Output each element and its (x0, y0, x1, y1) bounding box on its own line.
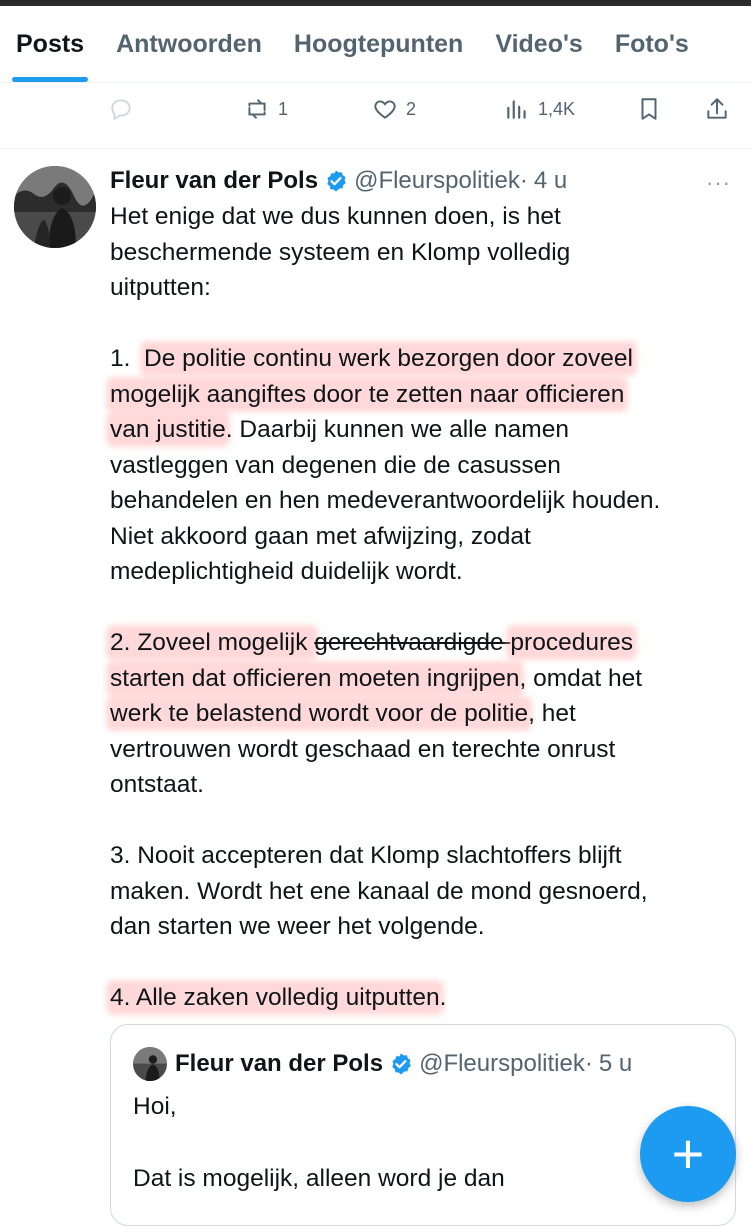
verified-badge-icon (324, 169, 348, 193)
text-line: maken. Wordt het ene kanaal de mond gesnoerd, (110, 877, 648, 905)
text-line: 4. Alle zaken volledig uitputten. (110, 984, 447, 1011)
view-count: 1,4K (538, 98, 576, 119)
text-line: van justitie. Daarbij kunnen we alle namen (110, 416, 569, 443)
share-icon (704, 96, 730, 122)
text-line: beschermende systeem en Klomp volledig (110, 238, 571, 266)
tab-videos[interactable]: Video's (495, 30, 583, 58)
quote-text-line: Hoi, (133, 1093, 177, 1120)
separator-dot: · (584, 1050, 593, 1077)
text-line: werk te belastend wordt voor de politie, het (110, 700, 576, 727)
tweet-text (110, 199, 740, 1016)
compose-button[interactable] (640, 1106, 736, 1202)
plus-icon: + (671, 1122, 705, 1185)
text-line: 1. De politie continu werk bezorgen door zoveel (110, 345, 633, 372)
avatar[interactable] (14, 166, 96, 248)
highlighted-text: werk te belastend wordt voor de politie (110, 700, 529, 727)
author-name[interactable]: Fleur van der Pols (110, 167, 319, 194)
tab-fotos[interactable]: Foto's (614, 30, 689, 58)
bookmark-button[interactable] (636, 96, 662, 122)
profile-tabs (0, 6, 751, 83)
text-line: vertrouwen wordt geschaad en terechte onrust (110, 735, 616, 763)
previous-tweet-actions (0, 82, 751, 149)
separator-dot: · (519, 167, 528, 194)
text-line: behandelen en hen medeverantwoordelijk houden. (110, 487, 661, 514)
retweet-button[interactable] (244, 96, 288, 122)
more-options-icon[interactable]: ··· (706, 170, 731, 195)
text-line: 3. Nooit accepteren dat Klomp slachtoffers blijft (110, 842, 622, 869)
tweet-header (110, 164, 567, 198)
post-time[interactable]: 4 u (533, 167, 568, 194)
like-count: 2 (406, 98, 417, 119)
text-line: vastleggen van degenen die de casussen (110, 451, 561, 479)
text-line: dan starten we weer het volgende. (110, 913, 485, 940)
tab-posts[interactable]: Posts (0, 6, 100, 82)
like-button[interactable] (372, 96, 416, 122)
avatar-photo-icon (133, 1047, 167, 1081)
quote-text-line: Dat is mogelijk, alleen word je dan (133, 1165, 505, 1192)
quote-time: 5 u (598, 1050, 633, 1077)
views-chart-icon (504, 96, 530, 122)
text-line: starten dat officieren moeten ingrijpen, omdat het (110, 664, 643, 692)
text-line: uitputten: (110, 274, 211, 301)
quote-avatar (133, 1047, 167, 1081)
retweet-count: 1 (278, 98, 289, 119)
heart-icon (372, 96, 398, 122)
highlighted-text: van justitie (110, 416, 226, 443)
highlighted-text: 4. Alle zaken volledig uitputten (110, 984, 440, 1011)
text-line: medeplichtigheid duidelijk wordt. (110, 558, 463, 585)
share-button[interactable] (704, 96, 730, 122)
strikethrough-text: gerechtvaardigde (314, 629, 511, 656)
avatar-photo-icon (14, 166, 96, 248)
tab-antwoorden[interactable]: Antwoorden (116, 30, 262, 58)
retweet-icon (244, 96, 270, 122)
quote-author-handle: @Fleurspolitiek (419, 1050, 585, 1077)
highlighted-text: mogelijk aangiftes door te zetten naar officieren (110, 380, 625, 408)
text-line (110, 377, 740, 413)
text-line (110, 625, 740, 661)
highlighted-text: procedures (510, 629, 633, 656)
reply-icon (108, 96, 134, 122)
reply-button[interactable] (108, 96, 134, 122)
author-handle[interactable]: @Fleurspolitiek (354, 167, 520, 194)
tab-hoogtepunten[interactable]: Hoogtepunten (293, 30, 464, 58)
bookmark-icon (636, 96, 662, 122)
quoted-tweet[interactable] (110, 1024, 736, 1226)
views-button[interactable] (504, 96, 575, 122)
text-line: Niet akkoord gaan met afwijzing, zodat (110, 522, 531, 550)
text-line: Het enige dat we dus kunnen doen, is het (110, 203, 561, 230)
quote-header (175, 1047, 632, 1081)
quote-author-name: Fleur van der Pols (175, 1050, 384, 1077)
text-line: ontstaat. (110, 771, 204, 798)
highlighted-text: 2. Zoveel mogelijk (110, 629, 315, 656)
highlighted-text: starten dat officieren moeten ingrijpen (110, 664, 520, 692)
highlighted-text: De politie continu werk bezorgen door zoveel (144, 345, 633, 372)
verified-badge-icon (389, 1052, 413, 1076)
